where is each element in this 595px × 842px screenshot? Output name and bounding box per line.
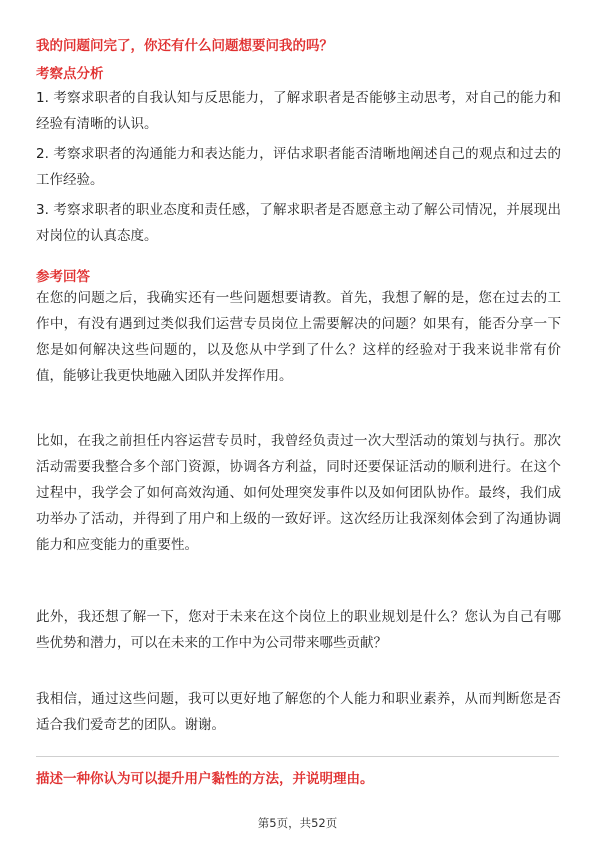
answer-heading: 参考回答 — [36, 269, 90, 285]
answer-paragraph: 在您的问题之后，我确实还有一些问题想要请教。首先，我想了解的是，您在过去的工作中，有没有遇到过类似我们运营专员岗位上需要解决的问题？如果有，能否分享一下您是如何解决这些问题的，以及您从中学到了什么？这样的经验对于我来说非常有价值，能够让我更快地融入团队并发挥作用。 — [36, 290, 561, 384]
analysis-heading: 考察点分析 — [36, 66, 104, 82]
analysis-item: 2. 考察求职者的沟通能力和表达能力，评估求职者能否清晰地阐述自己的观点和过去的工作经验。 — [36, 146, 561, 188]
page-number: 第5页，共52页 — [257, 816, 338, 830]
next-question-title: 描述一种你认为可以提升用户黏性的方法，并说明理由。 — [36, 771, 374, 787]
answer-paragraph: 此外，我还想了解一下，您对于未来在这个岗位上的职业规划是什么？您认为自己有哪些优势和潜力，可以在未来的工作中为公司带来哪些贡献？ — [36, 609, 561, 651]
section-divider — [36, 756, 559, 757]
analysis-item: 1. 考察求职者的自我认知与反思能力，了解求职者是否能够主动思考，对自己的能力和经验有清晰的认识。 — [36, 90, 561, 132]
answer-paragraph: 我相信，通过这些问题，我可以更好地了解您的个人能力和职业素养，从而判断您是否适合我们爱奇艺的团队。谢谢。 — [36, 691, 561, 733]
answer-paragraph: 比如，在我之前担任内容运营专员时，我曾经负责过一次大型活动的策划与执行。那次活动需要我整合多个部门资源，协调各方利益，同时还要保证活动的顺利进行。在这个过程中，我学会了如何高效沟通、如何处理突发事件以及如何团队协作。最终，我们成功举办了活动，并得到了用户和上级的一致好评。这次经历让我深刻体会到了沟通协调能力和应变能力的重要性。 — [36, 433, 561, 553]
question-title: 我的问题问完了，你还有什么问题想要问我的吗？ — [36, 38, 333, 54]
analysis-item: 3. 考察求职者的职业态度和责任感，了解求职者是否愿意主动了解公司情况，并展现出对岗位的认真态度。 — [36, 202, 561, 244]
